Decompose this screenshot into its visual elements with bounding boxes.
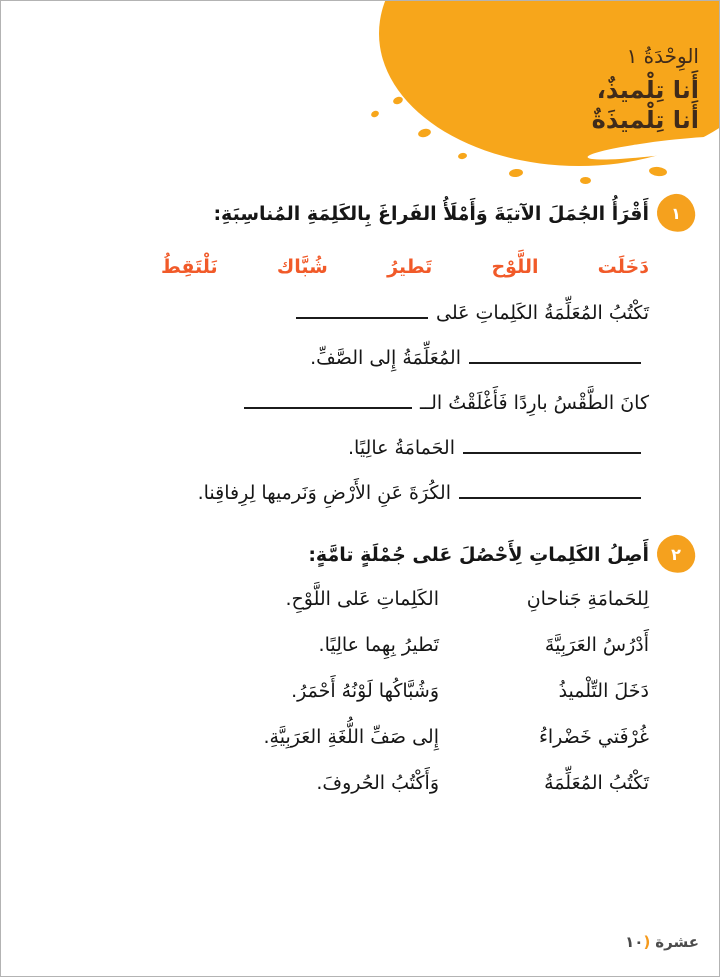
- fill-in-blank: [296, 301, 428, 319]
- sentence-text: الكُرَةَ عَنِ الأَرْضِ وَنَرميها لِرِفاقِنا.: [197, 482, 451, 504]
- page-number-paren: ): [643, 933, 651, 951]
- match-end: الكَلِماتِ عَلى اللَّوْحِ.: [285, 588, 439, 610]
- match-start: دَخَلَ التِّلْميذُ: [558, 680, 649, 702]
- sentence-text: الحَمامَةُ عالِيًا.: [348, 437, 455, 459]
- exercise-2-title: أَصِلُ الكَلِماتِ لِأَحْصُلَ عَلى جُمْلَةٍ تامَّةٍ:: [308, 544, 649, 566]
- brush-speck-icon: [509, 168, 524, 177]
- fill-in-blank: [244, 391, 412, 409]
- brush-speck-icon: [580, 177, 591, 184]
- fill-in-blank: [459, 481, 641, 499]
- unit-title-line1: أَنا تِلْميذٌ،: [596, 76, 699, 104]
- match-end: تَطيرُ بِهِما عالِيًا.: [318, 634, 439, 656]
- exercise-1-number: ١: [671, 203, 681, 223]
- exercise-2-number-badge: [655, 533, 698, 576]
- brush-speck-icon: [392, 96, 404, 106]
- brush-speck-icon: [417, 127, 432, 138]
- sentence-row: [61, 298, 649, 329]
- match-end: إِلى صَفِّ اللُّغَةِ العَرَبِيَّةِ.: [263, 726, 439, 748]
- sentence-text: تَكْتُبُ المُعَلِّمَةُ الكَلِماتِ عَلى: [436, 302, 649, 324]
- brush-speck-icon: [458, 152, 468, 159]
- page-number-word: عشرة: [655, 933, 699, 951]
- page-footer: [625, 933, 699, 951]
- sentence-row: [61, 343, 649, 374]
- page-number: ١٠: [625, 933, 644, 951]
- fill-in-sentences: [61, 298, 649, 509]
- word-bank-item: نَلْتَقِطُ: [161, 256, 218, 278]
- match-start: تَكْتُبُ المُعَلِّمَةُ: [544, 772, 649, 794]
- sentence-text: كانَ الطَّقْسُ بارِدًا فَأَغْلَقْتُ الــ: [420, 392, 649, 414]
- exercise-2-header: [61, 535, 681, 575]
- match-start: لِلحَمامَةِ جَناحانِ: [526, 588, 649, 610]
- match-end: وَأَكْتُبُ الحُروفَ.: [316, 772, 439, 794]
- sentence-text: المُعَلِّمَةُ إِلى الصَّفِّ.: [310, 347, 461, 369]
- match-end: وَشُبَّاكُها لَوْنُهُ أَحْمَرُ.: [291, 680, 439, 702]
- fill-in-blank: [469, 346, 641, 364]
- word-bank-item: دَخَلَت: [597, 256, 649, 278]
- unit-title-line2: أَنا تِلْميذَةٌ: [591, 106, 699, 134]
- exercise-2: [61, 535, 681, 799]
- word-bank-item: شُبَّاك: [276, 256, 328, 278]
- word-bank: [161, 252, 649, 282]
- brush-speck-icon: [370, 110, 380, 119]
- sentence-row: [61, 478, 649, 509]
- exercise-1-header: [61, 194, 681, 234]
- sentence-row: [61, 388, 649, 419]
- match-start: أَدْرُسُ العَرَبِيَّةَ: [544, 634, 649, 656]
- match-start: غُرْفَتي خَضْراءُ: [538, 726, 649, 748]
- exercise-2-number: ٢: [671, 544, 681, 564]
- word-bank-item: تَطيرُ: [387, 256, 433, 278]
- sentence-row: [61, 433, 649, 464]
- fill-in-blank: [463, 436, 641, 454]
- exercise-1: [61, 194, 681, 509]
- unit-number-label: الوِحْدَةُ ١: [626, 44, 699, 68]
- matching-grid: [61, 583, 649, 799]
- page-content: [61, 194, 681, 799]
- exercise-1-title: أَقْرَأُ الجُمَلَ الآتيَةَ وَأَمْلَأُ الفَراغَ بِالكَلِمَةِ المُناسِبَةِ:: [213, 203, 649, 225]
- brush-speck-icon: [649, 166, 668, 177]
- word-bank-item: اللَّوْح: [491, 256, 539, 278]
